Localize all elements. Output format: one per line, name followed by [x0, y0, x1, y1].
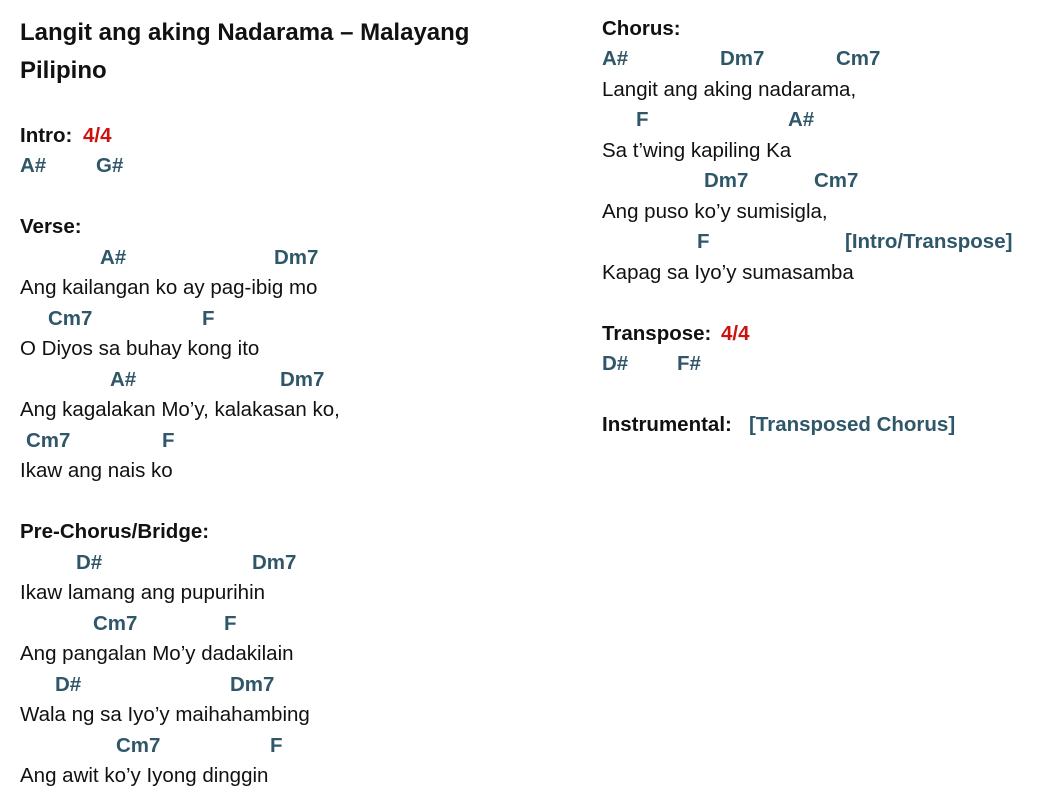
intro-heading: Intro: — [20, 124, 73, 147]
chorus-chord: Dm7 — [704, 169, 749, 192]
chorus-chord: F — [636, 108, 649, 131]
verse-chord: F — [202, 307, 215, 330]
verse-heading: Verse: — [20, 215, 82, 238]
intro-chord: G# — [96, 154, 124, 177]
verse-chord: Dm7 — [280, 368, 325, 391]
transpose-time-signature: 4/4 — [721, 322, 750, 345]
prechorus-lyric-line: Ikaw lamang ang pupurihin — [20, 581, 266, 604]
song-title: Langit ang aking Nadarama – Malayang Pilipino — [20, 19, 470, 84]
transpose-chord: D# — [602, 352, 629, 375]
chorus-chord: Cm7 — [814, 169, 859, 192]
verse-lyric-line: Ang kailangan ko ay pag-ibig mo — [20, 276, 318, 299]
prechorus-lyric-line: Ang pangalan Mo’y dadakilain — [20, 642, 294, 665]
prechorus-lyric-line: Ang awit ko’y Iyong dinggin — [20, 764, 269, 787]
verse-lyric-line: O Diyos sa buhay kong ito — [20, 337, 260, 360]
verse-chord: Dm7 — [274, 246, 319, 269]
transpose-heading: Transpose: — [602, 322, 712, 345]
verse-lyric-line: Ikaw ang nais ko — [20, 459, 173, 482]
chorus-lyric-line: Langit ang aking nadarama, — [602, 78, 857, 101]
prechorus-chord: D# — [55, 673, 82, 696]
prechorus-chord: Dm7 — [230, 673, 275, 696]
prechorus-chord: Cm7 — [93, 612, 138, 635]
prechorus-chord: Dm7 — [252, 551, 297, 574]
prechorus-chord: Cm7 — [116, 734, 161, 757]
prechorus-chord: D# — [76, 551, 103, 574]
verse-chord: Cm7 — [26, 429, 71, 452]
prechorus-lyric-line: Wala ng sa Iyo’y maihahambing — [20, 703, 310, 726]
verse-chord: A# — [110, 368, 137, 391]
chorus-chord: A# — [602, 47, 629, 70]
chorus-heading: Chorus: — [602, 17, 681, 40]
verse-chord: F — [162, 429, 175, 452]
verse-lyric-line: Ang kagalakan Mo’y, kalakasan ko, — [20, 398, 340, 421]
chorus-chord: A# — [788, 108, 815, 131]
instrumental-heading: Instrumental: — [602, 413, 732, 436]
verse-chord: Cm7 — [48, 307, 93, 330]
verse-chord: A# — [100, 246, 127, 269]
chorus-direction: [Intro/Transpose] — [845, 230, 1013, 253]
prechorus-chord: F — [224, 612, 237, 635]
transpose-chord: F# — [677, 352, 701, 375]
chorus-chord: F — [697, 230, 710, 253]
intro-time-signature: 4/4 — [83, 124, 112, 147]
intro-chord: A# — [20, 154, 47, 177]
prechorus-chord: F — [270, 734, 283, 757]
chorus-lyric-line: Sa t’wing kapiling Ka — [602, 139, 792, 162]
chorus-lyric-line: Kapag sa Iyo’y sumasamba — [602, 261, 854, 284]
instrumental-direction: [Transposed Chorus] — [749, 413, 956, 436]
chorus-chord: Cm7 — [836, 47, 881, 70]
chorus-lyric-line: Ang puso ko’y sumisigla, — [602, 200, 828, 223]
chorus-chord: Dm7 — [720, 47, 765, 70]
prechorus-heading: Pre-Chorus/Bridge: — [20, 520, 210, 543]
